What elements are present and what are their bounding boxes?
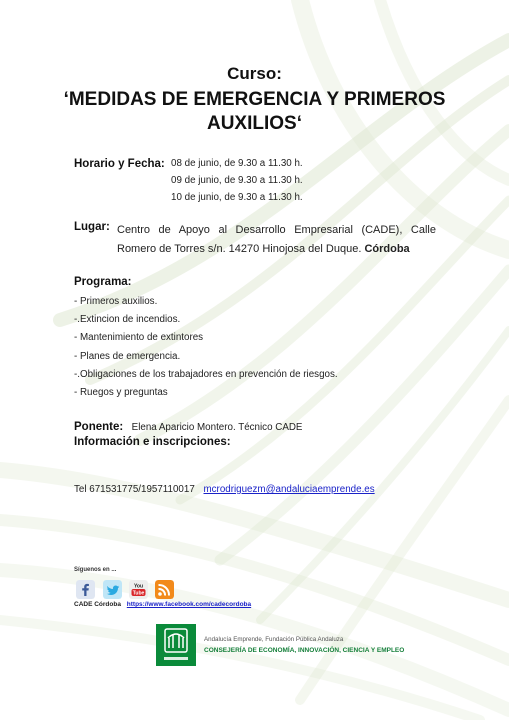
youtube-icon[interactable] bbox=[129, 580, 148, 599]
contact-line bbox=[74, 484, 375, 495]
follow-us-label: Síguenos en ... bbox=[74, 567, 117, 573]
svg-text:You: You bbox=[133, 583, 144, 590]
location-city: Córdoba bbox=[364, 243, 410, 255]
course-title bbox=[60, 88, 449, 136]
ministry-name: CONSEJERÍA DE ECONOMÍA, INNOVACIÓN, CIENCIA Y EMPLEO bbox=[204, 647, 405, 654]
schedule-label: Horario y Fecha: bbox=[74, 158, 165, 170]
course-title-line2: AUXILIOS‘ bbox=[206, 113, 302, 134]
foundation-name: Andalucía Emprende, Fundación Pública Andaluza bbox=[204, 636, 344, 643]
speaker-label: Ponente: bbox=[74, 421, 124, 433]
list-item: - Primeros auxilios. bbox=[74, 296, 158, 307]
course-title-line1: ‘MEDIDAS DE EMERGENCIA Y PRIMEROS bbox=[63, 89, 446, 110]
schedule-date: 08 de junio, de 9.30 a 11.30 h. bbox=[171, 158, 303, 169]
program-title: Programa: bbox=[74, 276, 132, 288]
cade-line bbox=[74, 601, 251, 608]
list-item: -.Extincion de incendios. bbox=[74, 314, 181, 326]
phone-numbers: Tel 671531775/1957110017 bbox=[74, 484, 195, 495]
speaker-line bbox=[74, 417, 302, 435]
info-label: Información e inscripciones: bbox=[74, 436, 231, 448]
junta-andalucia-logo bbox=[156, 624, 196, 666]
list-item: - Ruegos y preguntas bbox=[74, 386, 168, 398]
facebook-link[interactable]: https://www.facebook.com/cadecordoba bbox=[126, 601, 252, 608]
facebook-icon[interactable] bbox=[76, 580, 95, 599]
location-address: Centro de Apoyo al Desarrollo Empresarial (CADE), Calle Romero de Torres s/n. 14270 Hinojosa del Duque. bbox=[117, 224, 436, 255]
list-item: - Mantenimiento de extintores bbox=[74, 332, 204, 344]
email-link[interactable]: mcrodriguezm@andaluciaemprende.es bbox=[203, 484, 375, 495]
cade-label: CADE Córdoba bbox=[74, 601, 121, 608]
schedule-date: 10 de junio, de 9.30 a 11.30 h. bbox=[171, 192, 303, 203]
schedule-date: 09 de junio, de 9.30 a 11.30 h. bbox=[171, 175, 303, 186]
location-label: Lugar: bbox=[74, 221, 110, 233]
speaker-name: Elena Aparicio Montero. Técnico CADE bbox=[131, 422, 303, 433]
location-text bbox=[117, 221, 436, 259]
list-item: - Planes de emergencia. bbox=[74, 350, 181, 362]
svg-text:Tube: Tube bbox=[132, 590, 145, 597]
course-label: Curso: bbox=[227, 64, 282, 83]
list-item: -.Obligaciones de los trabajadores en prevención de riesgos. bbox=[74, 368, 338, 380]
rss-icon[interactable] bbox=[155, 580, 174, 599]
twitter-icon[interactable] bbox=[103, 580, 122, 599]
program-list bbox=[74, 295, 338, 404]
